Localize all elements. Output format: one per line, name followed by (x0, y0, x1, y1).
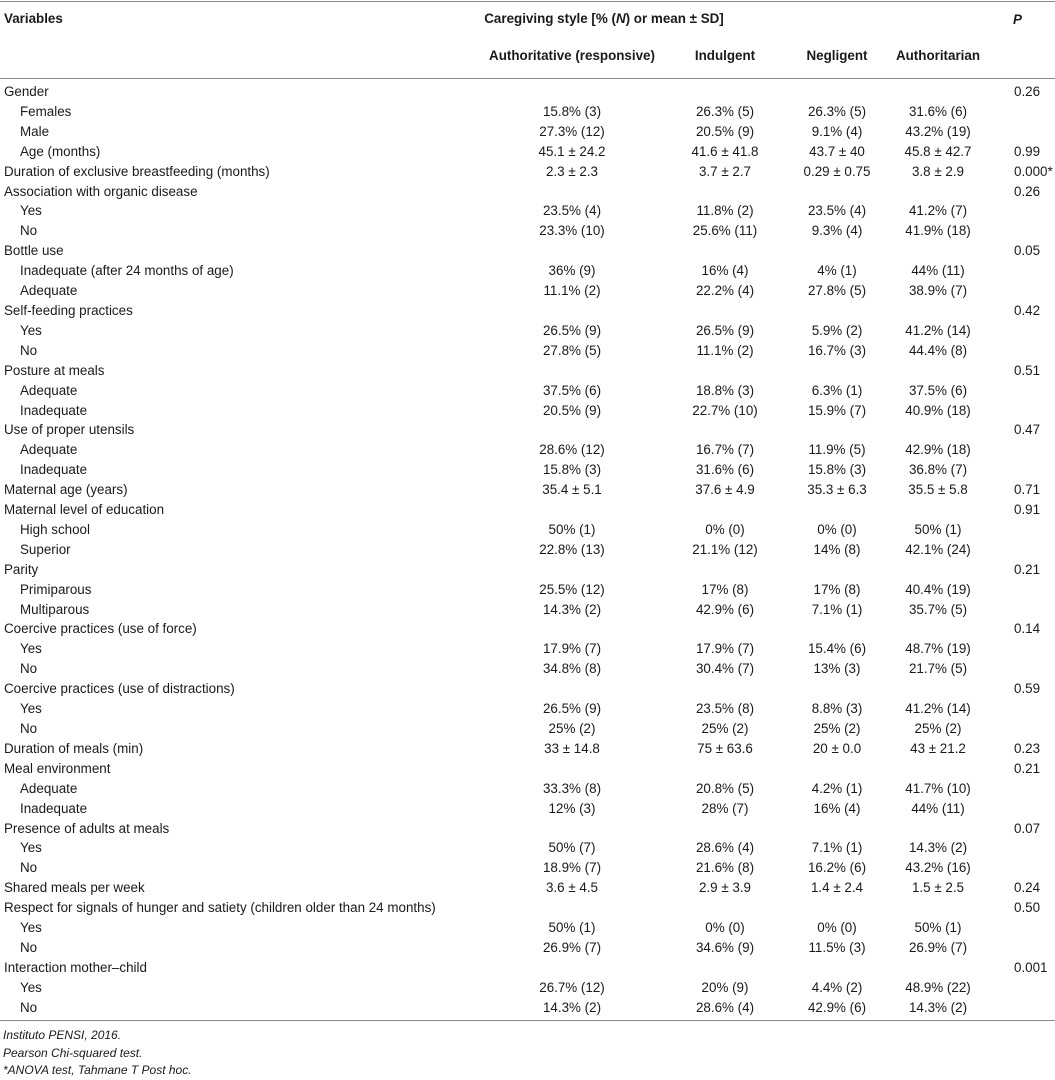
cell-negligent: 14% (8) (813, 541, 861, 557)
cell-indulgent: 26.5% (9) (695, 322, 755, 338)
cell-indulgent: 3.7 ± 2.7 (698, 163, 752, 179)
cell-indulgent: 17% (8) (701, 581, 749, 597)
cell-indulgent: 21.6% (8) (695, 860, 755, 876)
table-row (0, 759, 1055, 779)
cell-negligent: 11.5% (3) (808, 939, 866, 955)
table-top-rule (0, 1, 1055, 2)
cell-authoritative: 33.3% (8) (542, 780, 602, 796)
table-row (0, 102, 1055, 122)
row-sublabel: Yes (20, 840, 42, 856)
row-label: Association with organic disease (4, 183, 198, 199)
row-sublabel: Multiparous (20, 601, 90, 617)
row-sublabel: No (20, 661, 38, 677)
table-row (0, 878, 1055, 898)
row-label: Self-feeding practices (4, 302, 133, 318)
table-row (0, 162, 1055, 182)
row-sublabel: Yes (20, 322, 42, 338)
cell-authoritarian: 50% (1) (914, 521, 962, 537)
cell-p-value: 0.14 (1014, 621, 1041, 637)
row-label: Duration of meals (min) (4, 740, 144, 756)
table-row (0, 221, 1055, 241)
cell-negligent: 16.7% (3) (807, 342, 867, 358)
row-sublabel: Yes (20, 203, 42, 219)
cell-negligent: 9.3% (4) (811, 223, 863, 239)
cell-indulgent: 25% (2) (701, 721, 749, 736)
row-sublabel: Inadequate (20, 800, 88, 816)
table-row (0, 699, 1055, 719)
table-row (0, 241, 1055, 261)
cell-authoritative: 33 ± 14.8 (544, 740, 600, 756)
cell-indulgent: 25.6% (11) (692, 223, 758, 239)
cell-authoritative: 26.9% (7) (542, 939, 602, 955)
footnote-source: Instituto PENSI, 2016. (3, 1028, 122, 1042)
cell-authoritative: 50% (7) (548, 840, 596, 856)
table-row (0, 420, 1055, 440)
cell-p-value: 0.07 (1014, 820, 1041, 836)
cell-authoritative: 25.5% (12) (539, 581, 605, 597)
cell-negligent: 1.4 ± 2.4 (810, 880, 864, 896)
cell-authoritarian: 41.9% (18) (905, 223, 971, 239)
cell-p-value: 0.000* (1014, 163, 1053, 179)
cell-negligent: 43.7 ± 40 (809, 143, 865, 159)
cell-negligent: 4.4% (2) (811, 979, 863, 995)
cell-indulgent: 26.3% (5) (695, 103, 755, 119)
row-sublabel: Superior (20, 541, 71, 557)
row-label: Meal environment (4, 760, 111, 776)
cell-authoritarian: 48.9% (22) (905, 979, 971, 995)
header-col-authoritative: Authoritative (responsive) (489, 48, 655, 63)
cell-authoritative: 15.8% (3) (542, 103, 602, 119)
cell-negligent: 0% (0) (817, 920, 857, 936)
cell-indulgent: 2.9 ± 3.9 (698, 880, 752, 896)
table-row (0, 182, 1055, 202)
table-row (0, 281, 1055, 301)
cell-indulgent: 28.6% (4) (695, 999, 755, 1015)
table-row (0, 401, 1055, 421)
cell-authoritarian: 37.5% (6) (908, 382, 968, 398)
row-sublabel: Adequate (20, 382, 78, 398)
table-row (0, 779, 1055, 799)
header-group-suffix: ) or mean ± SD] (625, 11, 724, 26)
cell-p-value: 0.21 (1014, 760, 1041, 776)
row-sublabel: No (20, 999, 38, 1015)
cell-authoritative: 15.8% (3) (542, 462, 602, 478)
table-row (0, 480, 1055, 500)
table-row (0, 122, 1055, 142)
cell-authoritarian: 3.8 ± 2.9 (911, 163, 965, 179)
cell-authoritative: 28.6% (12) (539, 442, 605, 458)
cell-indulgent: 28.6% (4) (695, 840, 755, 856)
cell-authoritative: 22.8% (13) (539, 541, 605, 557)
table-row (0, 440, 1055, 460)
header-group-prefix: Caregiving style [% ( (484, 11, 616, 26)
footnote-chi-squared: Pearson Chi-squared test. (3, 1045, 143, 1060)
cell-authoritative: 14.3% (2) (542, 999, 602, 1015)
row-label: Coercive practices (use of force) (4, 621, 197, 637)
cell-p-value: 0.42 (1014, 302, 1041, 318)
table-body (0, 82, 1055, 1018)
table-row (0, 341, 1055, 361)
cell-negligent: 17% (8) (813, 581, 861, 597)
cell-negligent: 4.2% (1) (811, 780, 863, 796)
cell-negligent: 0.29 ± 0.75 (803, 163, 871, 179)
cell-p-value: 0.26 (1014, 84, 1041, 99)
cell-p-value: 0.51 (1014, 362, 1041, 378)
cell-authoritative: 27.8% (5) (542, 342, 602, 358)
table-row (0, 460, 1055, 480)
row-sublabel: Adequate (20, 442, 78, 458)
cell-p-value: 0.24 (1014, 880, 1041, 896)
cell-authoritative: 34.8% (8) (542, 661, 602, 677)
row-sublabel: No (20, 721, 38, 736)
cell-authoritative: 26.7% (12) (539, 979, 605, 995)
cell-negligent: 8.8% (3) (811, 701, 863, 717)
table-row (0, 619, 1055, 639)
row-sublabel: Adequate (20, 780, 78, 796)
table-row (0, 82, 1055, 102)
cell-authoritarian: 25% (2) (914, 721, 962, 736)
cell-p-value: 0.26 (1014, 183, 1041, 199)
cell-authoritative: 20.5% (9) (542, 402, 602, 418)
table-row (0, 799, 1055, 819)
row-sublabel: Age (months) (20, 143, 101, 159)
cell-authoritarian: 40.4% (19) (905, 581, 971, 597)
row-label: Maternal level of education (4, 502, 165, 518)
cell-authoritarian: 21.7% (5) (908, 661, 968, 677)
cell-authoritarian: 41.7% (10) (905, 780, 971, 796)
cell-authoritarian: 44% (11) (911, 800, 965, 816)
cell-authoritarian: 41.2% (14) (905, 322, 971, 338)
cell-authoritarian: 36.8% (7) (908, 462, 968, 478)
cell-authoritative: 27.3% (12) (539, 123, 605, 139)
row-sublabel: Adequate (20, 283, 78, 299)
cell-authoritarian: 38.9% (7) (908, 283, 968, 299)
cell-negligent: 16.2% (6) (807, 860, 867, 876)
table-row (0, 679, 1055, 699)
row-sublabel: No (20, 342, 38, 358)
cell-authoritarian: 43.2% (19) (905, 123, 971, 139)
cell-p-value: 0.71 (1014, 482, 1041, 498)
table-row (0, 858, 1055, 878)
table-row (0, 520, 1055, 540)
row-label: Maternal age (years) (4, 482, 128, 498)
table-row (0, 659, 1055, 679)
cell-indulgent: 75 ± 63.6 (697, 740, 753, 756)
cell-authoritative: 12% (3) (548, 800, 596, 816)
cell-authoritative: 23.3% (10) (539, 223, 605, 239)
row-label: Parity (4, 561, 39, 577)
row-label: Coercive practices (use of distractions) (4, 681, 235, 697)
cell-authoritarian: 43 ± 21.2 (910, 740, 966, 756)
table-row (0, 201, 1055, 221)
cell-authoritarian: 44% (11) (911, 263, 965, 279)
table-row (0, 321, 1055, 341)
header-col-negligent: Negligent (806, 48, 868, 63)
cell-negligent: 15.9% (7) (807, 402, 867, 418)
cell-authoritarian: 26.9% (7) (908, 939, 968, 955)
cell-indulgent: 20.5% (9) (695, 123, 755, 139)
cell-indulgent: 11.8% (2) (696, 203, 754, 219)
cell-p-value: 0.59 (1014, 681, 1041, 697)
cell-p-value: 0.99 (1014, 143, 1041, 159)
cell-p-value: 0.23 (1014, 740, 1041, 756)
table-row (0, 580, 1055, 600)
row-label: Gender (4, 84, 49, 99)
cell-negligent: 7.1% (1) (811, 601, 863, 617)
row-sublabel: Primiparous (20, 581, 92, 597)
cell-authoritarian: 35.5 ± 5.8 (908, 482, 968, 498)
header-p-value: P (1013, 12, 1022, 27)
cell-authoritative: 26.5% (9) (542, 322, 602, 338)
cell-authoritative: 17.9% (7) (542, 641, 602, 657)
cell-authoritative: 2.3 ± 2.3 (545, 163, 599, 179)
row-sublabel: Yes (20, 920, 42, 936)
table-row (0, 819, 1055, 839)
row-label: Posture at meals (4, 362, 105, 378)
cell-authoritative: 25% (2) (548, 721, 596, 736)
table-row (0, 978, 1055, 998)
header-col-authoritarian: Authoritarian (895, 48, 981, 63)
cell-authoritarian: 14.3% (2) (908, 999, 968, 1015)
cell-indulgent: 23.5% (8) (695, 701, 755, 717)
table-row (0, 898, 1055, 918)
cell-indulgent: 11.1% (2) (696, 342, 754, 358)
table-row (0, 261, 1055, 281)
row-sublabel: Yes (20, 979, 42, 995)
table-row (0, 560, 1055, 580)
cell-indulgent: 16% (4) (701, 263, 749, 279)
cell-authoritarian: 50% (1) (914, 920, 962, 936)
table-row (0, 142, 1055, 162)
cell-authoritative: 23.5% (4) (542, 203, 602, 219)
cell-p-value: 0.21 (1014, 561, 1041, 577)
cell-negligent: 23.5% (4) (807, 203, 867, 219)
table-row (0, 361, 1055, 381)
cell-authoritarian: 42.9% (18) (905, 442, 971, 458)
table-row (0, 381, 1055, 401)
table-row (0, 540, 1055, 560)
row-sublabel: Male (20, 123, 50, 139)
row-sublabel: Yes (20, 701, 42, 717)
table-row (0, 719, 1055, 739)
cell-authoritative: 36% (9) (548, 263, 596, 279)
cell-authoritative: 26.5% (9) (542, 701, 602, 717)
cell-indulgent: 37.6 ± 4.9 (695, 482, 755, 498)
cell-authoritative: 50% (1) (548, 521, 596, 537)
row-sublabel: No (20, 939, 38, 955)
header-variables: Variables (4, 11, 63, 26)
cell-authoritarian: 40.9% (18) (905, 402, 971, 418)
cell-p-value: 0.91 (1014, 502, 1041, 518)
row-label: Shared meals per week (4, 880, 145, 896)
row-sublabel: Inadequate (20, 402, 88, 418)
header-group-n: N (615, 11, 626, 26)
cell-authoritarian: 35.7% (5) (908, 601, 968, 617)
footnote-anova: *ANOVA test, Tahmane T Post hoc. (3, 1063, 192, 1077)
cell-authoritarian: 41.2% (14) (905, 701, 971, 717)
table-row (0, 739, 1055, 759)
table-row (0, 938, 1055, 958)
cell-authoritative: 14.3% (2) (542, 601, 602, 617)
table-bottom-rule (0, 1020, 1055, 1021)
cell-negligent: 42.9% (6) (807, 999, 867, 1015)
cell-authoritative: 50% (1) (548, 920, 596, 936)
cell-negligent: 35.3 ± 6.3 (807, 482, 867, 498)
row-label: Duration of exclusive breastfeeding (months) (4, 163, 270, 179)
cell-authoritarian: 42.1% (24) (905, 541, 971, 557)
row-sublabel: Yes (20, 641, 42, 657)
table-row (0, 639, 1055, 659)
table-row (0, 958, 1055, 978)
cell-authoritarian: 1.5 ± 2.5 (911, 880, 965, 896)
table-row (0, 998, 1055, 1018)
cell-p-value: 0.001 (1014, 959, 1048, 975)
cell-negligent: 16% (4) (813, 800, 861, 816)
cell-negligent: 11.9% (5) (808, 442, 866, 458)
table-row (0, 301, 1055, 321)
cell-p-value: 0.47 (1014, 422, 1041, 438)
row-sublabel: Inadequate (after 24 months of age) (20, 263, 234, 279)
cell-authoritarian: 41.2% (7) (908, 203, 968, 219)
cell-p-value: 0.05 (1014, 243, 1041, 259)
cell-indulgent: 16.7% (7) (695, 442, 755, 458)
table-row (0, 600, 1055, 620)
cell-indulgent: 41.6 ± 41.8 (691, 143, 759, 159)
header-caregiving-style-text (484, 11, 724, 26)
cell-authoritative: 35.4 ± 5.1 (542, 482, 602, 498)
row-label: Interaction mother–child (4, 959, 147, 975)
cell-negligent: 15.8% (3) (807, 462, 867, 478)
cell-authoritative: 45.1 ± 24.2 (538, 143, 606, 159)
cell-indulgent: 17.9% (7) (695, 641, 755, 657)
cell-authoritarian: 44.4% (8) (908, 342, 968, 358)
cell-negligent: 4% (1) (817, 263, 857, 279)
cell-indulgent: 30.4% (7) (695, 661, 755, 677)
table-row (0, 500, 1055, 520)
table-row (0, 918, 1055, 938)
row-label: Bottle use (4, 243, 64, 259)
cell-negligent: 9.1% (4) (811, 123, 863, 139)
cell-negligent: 20 ± 0.0 (812, 740, 862, 756)
cell-indulgent: 34.6% (9) (695, 939, 755, 955)
cell-indulgent: 20.8% (5) (695, 780, 755, 796)
cell-negligent: 6.3% (1) (811, 382, 863, 398)
row-sublabel: No (20, 860, 38, 876)
cell-authoritative: 37.5% (6) (542, 382, 602, 398)
cell-indulgent: 42.9% (6) (695, 601, 755, 617)
row-label: Respect for signals of hunger and satiety (children older than 24 months) (4, 900, 436, 916)
cell-authoritative: 18.9% (7) (542, 860, 602, 876)
cell-negligent: 5.9% (2) (811, 322, 863, 338)
cell-authoritarian: 45.8 ± 42.7 (904, 143, 972, 159)
cell-indulgent: 28% (7) (701, 800, 749, 816)
cell-negligent: 25% (2) (813, 721, 861, 736)
cell-authoritarian: 14.3% (2) (908, 840, 968, 856)
cell-authoritative: 11.1% (2) (543, 283, 601, 299)
header-col-indulgent: Indulgent (694, 48, 756, 63)
cell-indulgent: 22.2% (4) (695, 283, 755, 299)
cell-indulgent: 0% (0) (705, 920, 745, 936)
cell-negligent: 0% (0) (817, 521, 857, 537)
row-label: Presence of adults at meals (4, 820, 170, 836)
cell-authoritative: 3.6 ± 4.5 (545, 880, 599, 896)
cell-negligent: 7.1% (1) (811, 840, 863, 856)
cell-authoritarian: 48.7% (19) (905, 641, 971, 657)
table-footnotes (3, 1027, 192, 1080)
cell-indulgent: 31.6% (6) (695, 462, 755, 478)
cell-indulgent: 18.8% (3) (695, 382, 755, 398)
cell-negligent: 13% (3) (813, 661, 861, 677)
row-sublabel: High school (20, 521, 90, 537)
cell-indulgent: 0% (0) (705, 521, 745, 537)
table-header-rule (0, 78, 1055, 79)
row-sublabel: Females (20, 103, 72, 119)
cell-indulgent: 20% (9) (701, 979, 749, 995)
cell-p-value: 0.50 (1014, 900, 1041, 916)
row-label: Use of proper utensils (4, 422, 135, 438)
cell-indulgent: 22.7% (10) (692, 402, 758, 418)
cell-negligent: 15.4% (6) (807, 641, 867, 657)
cell-authoritarian: 31.6% (6) (908, 103, 968, 119)
table-row (0, 838, 1055, 858)
cell-authoritarian: 43.2% (16) (905, 860, 971, 876)
cell-indulgent: 21.1% (12) (692, 541, 758, 557)
row-sublabel: No (20, 223, 38, 239)
cell-negligent: 27.8% (5) (807, 283, 867, 299)
row-sublabel: Inadequate (20, 462, 88, 478)
cell-negligent: 26.3% (5) (807, 103, 867, 119)
